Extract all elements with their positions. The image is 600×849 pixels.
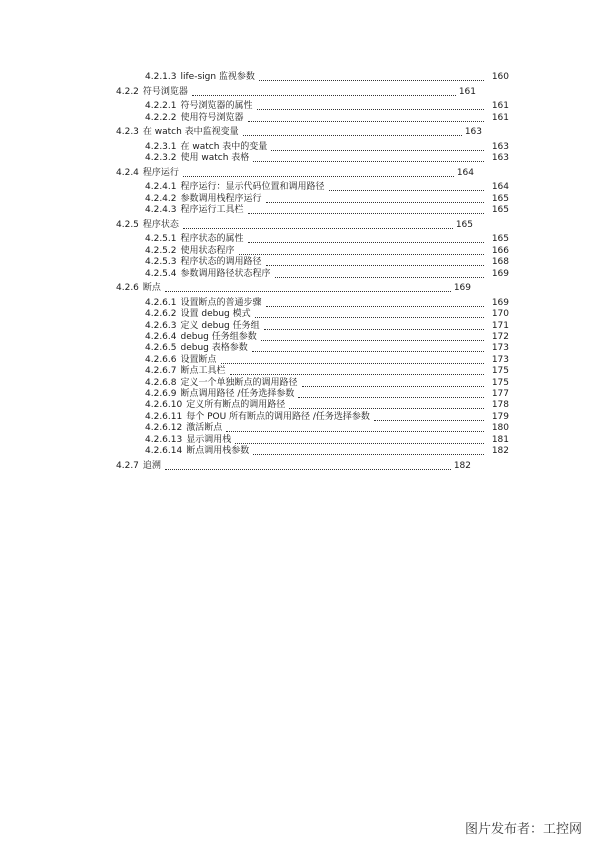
toc-entry-page: 164 <box>491 182 509 193</box>
toc-entry-title: debug 任务组参数 <box>180 332 257 342</box>
toc-entry-number: 4.2.7 <box>116 460 139 471</box>
toc-entry[interactable] <box>116 282 471 294</box>
toc-dot-leader <box>302 385 484 387</box>
toc-entry-title: 使用 watch 表格 <box>180 153 250 164</box>
toc-entry-title: 定义 debug 任务组 <box>180 320 260 331</box>
toc-entry-title: 断点工具栏 <box>180 366 226 377</box>
toc-entry-page: 161 <box>458 86 476 97</box>
toc-entry[interactable] <box>116 167 474 179</box>
toc-entry-page: 165 <box>491 193 509 204</box>
toc-dot-leader <box>266 305 484 307</box>
toc-entry-page: 179 <box>491 411 509 422</box>
toc-entry-title: debug 表格参数 <box>180 343 248 354</box>
toc-dot-leader <box>253 453 484 455</box>
toc-dot-leader <box>253 160 484 162</box>
toc-dot-leader <box>255 316 484 318</box>
toc-entry-page: 182 <box>453 460 471 471</box>
toc-dot-leader <box>183 227 453 229</box>
toc-dot-leader <box>192 94 456 96</box>
toc-dot-leader <box>221 362 484 364</box>
toc-entry-number: 4.2.6.9 <box>145 389 177 399</box>
toc-dot-leader <box>239 253 484 255</box>
toc-entry-title: life-sign 监视参数 <box>180 72 255 82</box>
toc-dot-leader <box>226 430 484 432</box>
toc-dot-leader <box>252 350 484 352</box>
toc-entry-page: 180 <box>491 423 509 434</box>
toc-entry-title: 程序状态的属性 <box>180 234 244 245</box>
toc-entry-title: 显示调用栈 <box>186 434 232 445</box>
toc-entry-page: 165 <box>455 219 473 230</box>
toc-entry-number: 4.2.4 <box>116 167 139 178</box>
toc-entry-number: 4.2.4.1 <box>145 182 177 193</box>
toc-entry-number: 4.2.6 <box>116 283 139 294</box>
toc-entry[interactable] <box>145 399 509 411</box>
toc-entry-page: 173 <box>491 343 509 354</box>
toc-entry-title: 参数调用路径状态程序 <box>180 268 271 279</box>
toc-entry-title: 断点调用栈参数 <box>186 446 250 456</box>
toc-entry-page: 160 <box>491 72 509 82</box>
toc-entry[interactable] <box>145 152 509 164</box>
toc-entry-title: 每个 POU 所有断点的调用路径 /任务选择参数 <box>186 411 370 422</box>
toc-entry-number: 4.2.1.3 <box>145 72 177 82</box>
toc-entry-page: 172 <box>491 332 509 342</box>
toc-entry-number: 4.2.5.2 <box>145 245 177 256</box>
toc-entry-page: 175 <box>491 366 509 377</box>
toc-dot-leader <box>165 290 451 292</box>
toc-entry[interactable] <box>145 256 509 268</box>
toc-dot-leader <box>266 264 484 266</box>
toc-entry[interactable] <box>145 365 509 377</box>
toc-entry[interactable] <box>145 434 509 446</box>
toc-entry-number: 4.2.6.3 <box>145 320 177 331</box>
toc-dot-leader <box>235 442 484 444</box>
toc-entry-number: 4.2.6.5 <box>145 343 177 354</box>
toc-entry-title: 断点调用路径 /任务选择参数 <box>180 389 295 399</box>
toc-entry-page: 169 <box>491 297 509 308</box>
toc-entry[interactable] <box>145 354 509 366</box>
toc-entry-page: 161 <box>491 101 509 112</box>
toc-entry-number: 4.2.5 <box>116 219 139 230</box>
toc-dot-leader <box>248 241 484 243</box>
toc-entry-number: 4.2.6.2 <box>145 309 177 320</box>
toc-entry-number: 4.2.2 <box>116 86 139 97</box>
toc-entry[interactable] <box>145 233 509 245</box>
toc-entry[interactable] <box>145 308 509 320</box>
toc-entry-page: 165 <box>491 234 509 245</box>
toc-entry-page: 169 <box>453 283 471 294</box>
toc-entry-page: 170 <box>491 309 509 320</box>
toc-dot-leader <box>248 120 484 122</box>
toc-entry-page: 161 <box>491 112 509 123</box>
toc-entry-title: 程序运行：显示代码位置和调用路径 <box>180 182 325 193</box>
toc-entry[interactable] <box>145 193 509 205</box>
toc-entry[interactable] <box>145 342 509 354</box>
toc-entry-page: 178 <box>491 400 509 411</box>
toc-entry-number: 4.2.3 <box>116 127 139 138</box>
toc-dot-leader <box>259 79 484 81</box>
toc-dot-leader <box>183 175 454 177</box>
toc-entry-number: 4.2.6.10 <box>145 400 183 411</box>
toc-entry[interactable] <box>145 411 509 423</box>
toc-entry-title: 断点 <box>142 283 161 294</box>
toc-entry[interactable] <box>145 204 509 216</box>
toc-entry-number: 4.2.6.1 <box>145 297 177 308</box>
publisher-watermark: 图片发布者：工控网 <box>464 822 582 837</box>
toc-entry-title: 在 watch 表中的变量 <box>180 141 268 152</box>
toc-entry-title: 激活断点 <box>186 423 223 434</box>
toc-entry[interactable] <box>145 71 509 83</box>
toc-dot-leader <box>298 396 484 398</box>
toc-dot-leader <box>261 339 484 341</box>
toc-entry-number: 4.2.6.11 <box>145 411 183 422</box>
toc-entry-page: 163 <box>464 127 482 138</box>
toc-entry-page: 171 <box>491 320 509 331</box>
toc-entry-number: 4.2.6.13 <box>145 434 183 445</box>
toc-entry-page: 169 <box>491 268 509 279</box>
toc-dot-leader <box>248 212 484 214</box>
toc-dot-leader <box>329 189 484 191</box>
toc-entry-title: 追溯 <box>142 460 161 471</box>
toc-entry-number: 4.2.5.4 <box>145 268 177 279</box>
toc-entry-title: 程序运行工具栏 <box>180 205 244 216</box>
toc-entry-page: 168 <box>491 257 509 268</box>
toc-entry-title: 在 watch 表中监视变量 <box>142 127 239 138</box>
toc-entry-title: 程序状态 <box>142 219 179 230</box>
toc-dot-leader <box>289 407 484 409</box>
toc-entry-title: 设置断点的普通步骤 <box>180 297 262 308</box>
toc-entry-number: 4.2.5.1 <box>145 234 177 245</box>
toc-entry-page: 175 <box>491 377 509 388</box>
toc-dot-leader <box>257 108 484 110</box>
toc-entry-title: 程序状态的调用路径 <box>180 257 262 268</box>
toc-entry[interactable] <box>145 297 509 309</box>
toc-dot-leader <box>374 419 484 421</box>
toc-entry-page: 166 <box>491 245 509 256</box>
toc-entry-title: 设置 debug 模式 <box>180 309 251 320</box>
toc-entry[interactable] <box>116 460 471 472</box>
toc-entry[interactable] <box>145 100 509 112</box>
toc-entry[interactable] <box>145 181 509 193</box>
toc-entry[interactable] <box>116 126 482 138</box>
toc-entry[interactable] <box>145 445 509 457</box>
toc-entry-title: 使用状态程序 <box>180 245 235 256</box>
toc-entry-number: 4.2.2.2 <box>145 112 177 123</box>
toc-entry-number: 4.2.6.7 <box>145 366 177 377</box>
toc-entry-title: 定义一个单独断点的调用路径 <box>180 377 298 388</box>
toc-entry-number: 4.2.5.3 <box>145 257 177 268</box>
toc-entry-title: 程序运行 <box>142 167 179 178</box>
toc-entry-page: 164 <box>456 167 474 178</box>
toc-entry-number: 4.2.6.12 <box>145 423 183 434</box>
toc-entry-number: 4.2.6.8 <box>145 377 177 388</box>
toc-entry-number: 4.2.4.2 <box>145 193 177 204</box>
toc-entry[interactable] <box>145 331 509 343</box>
toc-entry-page: 173 <box>491 354 509 365</box>
toc-entry[interactable] <box>145 268 509 280</box>
toc-entry[interactable] <box>116 86 476 98</box>
toc-entry-number: 4.2.3.2 <box>145 153 177 164</box>
toc-entry[interactable] <box>145 245 509 257</box>
toc-entry-number: 4.2.3.1 <box>145 141 177 152</box>
toc-entry-page: 181 <box>491 434 509 445</box>
toc-entry-number: 4.2.6.4 <box>145 332 177 342</box>
toc-dot-leader <box>271 149 484 151</box>
toc-dot-leader <box>266 201 484 203</box>
toc-entry[interactable] <box>145 112 509 124</box>
toc-entry-title: 符号浏览器的属性 <box>180 101 253 112</box>
toc-dot-leader <box>275 276 484 278</box>
toc-entry-page: 165 <box>491 205 509 216</box>
toc-entry[interactable] <box>145 422 509 434</box>
toc-entry-title: 使用符号浏览器 <box>180 112 244 123</box>
toc-dot-leader <box>230 373 484 375</box>
toc-entry-number: 4.2.6.14 <box>145 446 183 456</box>
toc-entry-title: 设置断点 <box>180 354 217 365</box>
toc-dot-leader <box>243 134 462 136</box>
toc-dot-leader <box>264 328 484 330</box>
toc-entry[interactable] <box>145 377 509 389</box>
toc-entry[interactable] <box>116 219 473 231</box>
toc-entry-page: 182 <box>491 446 509 456</box>
toc-entry-number: 4.2.2.1 <box>145 101 177 112</box>
toc-dot-leader <box>165 468 451 470</box>
toc-entry-title: 符号浏览器 <box>142 86 188 97</box>
toc-entry-number: 4.2.6.6 <box>145 354 177 365</box>
toc-entry-number: 4.2.4.3 <box>145 205 177 216</box>
toc-entry-title: 参数调用栈程序运行 <box>180 193 262 204</box>
toc-entry[interactable] <box>145 320 509 332</box>
toc-entry[interactable] <box>145 388 509 400</box>
toc-entry-page: 177 <box>491 389 509 399</box>
toc-entry-page: 163 <box>491 141 509 152</box>
toc-entry-page: 163 <box>491 153 509 164</box>
toc-entry[interactable] <box>145 141 509 153</box>
toc-entry-title: 定义所有断点的调用路径 <box>186 400 286 411</box>
